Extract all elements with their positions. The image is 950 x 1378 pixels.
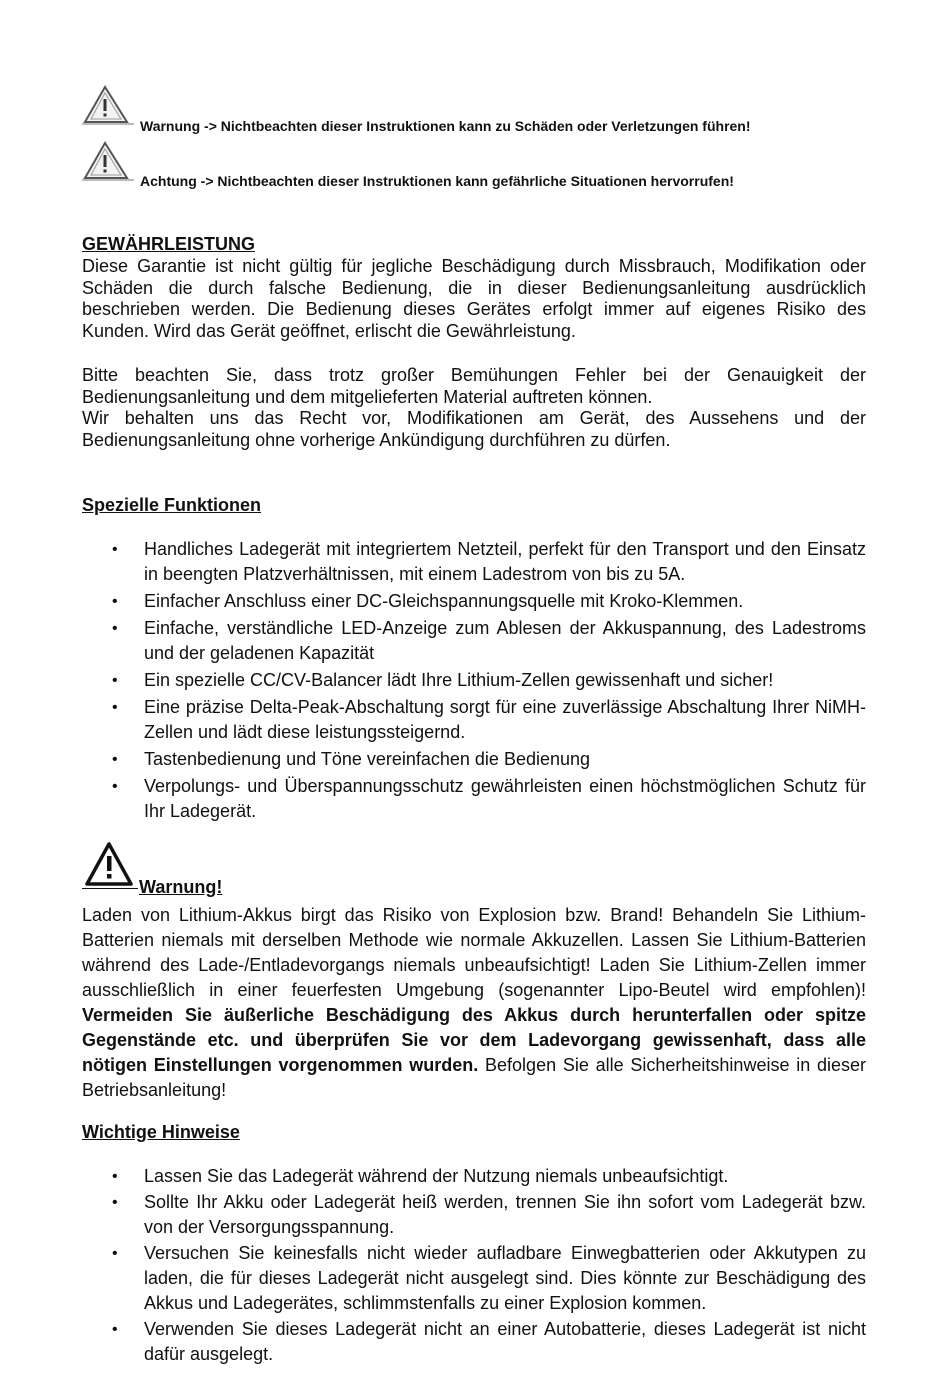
legend-warning-text: Warnung -> Nichtbeachten dieser Instruktionen kann zu Schäden oder Verletzungen führen! (140, 118, 751, 134)
warning-triangle-icon (82, 84, 136, 128)
list-item: • Tastenbedienung und Töne vereinfachen die Bedienung (82, 747, 866, 772)
warning-triangle-icon (82, 840, 142, 890)
warning-heading: Warnung! (139, 877, 223, 897)
bullet-icon: • (112, 751, 118, 768)
bullet-icon: • (112, 620, 118, 637)
warranty-heading: GEWÄHRLEISTUNG (82, 234, 255, 254)
bullet-icon: • (112, 593, 118, 610)
list-item: • Einfache, verständliche LED-Anzeige zum Ablesen der Akkuspannung, des Ladestroms und der geladenen Kapazität (112, 618, 866, 663)
legend-caution-text: Achtung -> Nichtbeachten dieser Instruktionen kann gefährliche Situationen hervorrufen! (140, 173, 734, 189)
warning-triangle-icon (82, 140, 136, 184)
features-list (82, 537, 866, 824)
list-item: • Verpolungs- und Überspannungsschutz gewährleisten einen höchstmöglichen Schutz für Ihr Ladegerät. (112, 776, 866, 821)
list-item: • Versuchen Sie keinesfalls nicht wieder aufladbare Einwegbatterien oder Akkutypen zu laden, die für dieses Ladegerät nicht ausgelegt sind. Dies könnte zur Beschädigung des Akkus und Ladegerätes, schlimmstenfalls zu einer Explosion kommen. (112, 1243, 866, 1313)
warning-paragraph: Laden von Lithium-Akkus birgt das Risiko von Explosion bzw. Brand! Behandeln Sie Lithium-Batterien niemals mit derselben Methode wie normale Akkuzellen. Lassen Sie Lithium-Batterien während des Lade-/Entladevorgangs niemals unbeaufsichtigt! Laden Sie Lithium-Zellen immer ausschließlich in einer feuerfesten Umgebung (sogenannter Lipo-Beutel wird empfohlen)! Vermeiden Sie äußerliche Beschädigung des Akkus durch herunterfallen oder spitze Gegenstände etc. und überprüfen Sie vor dem Ladevorgang gewissenhaft, dass alle nötigen Einstellungen vorgenommen wurden. Befolgen Sie alle Sicherheitshinweise in dieser Betriebsanleitung! (82, 905, 866, 1100)
features-heading: Spezielle Funktionen (82, 495, 262, 515)
list-item: • Lassen Sie das Ladegerät während der Nutzung niemals unbeaufsichtigt. (82, 1164, 866, 1189)
bullet-icon: • (112, 672, 118, 689)
warranty-paragraph-2: Bitte beachten Sie, dass trotz großer Bemühungen Fehler bei der Genauigkeit der Bedienungsanleitung und dem mitgelieferten Material auftreten können. (82, 365, 866, 407)
list-item: • Handliches Ladegerät mit integriertem Netzteil, perfekt für den Transport und den Einsatz in beengten Platzverhältnissen, mit einem Ladestrom von bis zu 5A. (112, 539, 866, 584)
list-item: • Sollte Ihr Akku oder Ladegerät heiß werden, trennen Sie ihn sofort vom Ladegerät bzw. von der Versorgungsspannung. (112, 1192, 866, 1237)
warranty-paragraph-3: Wir behalten uns das Recht vor, Modifikationen am Gerät, des Aussehens und der Bedienungsanleitung ohne vorherige Ankündigung durchführen zu dürfen. (82, 408, 866, 450)
notes-list (82, 1164, 866, 1367)
list-item: • Einfacher Anschluss einer DC-Gleichspannungsquelle mit Kroko-Klemmen. (82, 589, 866, 614)
bullet-icon: • (112, 1321, 118, 1338)
bullet-icon: • (112, 778, 118, 795)
legend-warning-row (82, 84, 882, 134)
bullet-icon: • (112, 1245, 118, 1262)
list-item: • Ein spezielle CC/CV-Balancer lädt Ihre Lithium-Zellen gewissenhaft und sicher! (82, 668, 866, 693)
warranty-paragraph-1: Diese Garantie ist nicht gültig für jegliche Beschädigung durch Missbrauch, Modifikation oder Schäden die durch falsche Bedienung, die in dieser Bedienungsanleitung ausdrücklich beschrieben werden. Die Bedienung dieses Gerätes erfolgt immer auf eigenes Risiko des Kunden. Wird das Gerät geöffnet, erlischt die Gewährleistung. (82, 256, 866, 341)
list-item: • Verwenden Sie dieses Ladegerät nicht an einer Autobatterie, dieses Ladegerät ist nicht dafür ausgelegt. (112, 1319, 866, 1364)
bullet-icon: • (112, 1168, 118, 1185)
list-item: • Eine präzise Delta-Peak-Abschaltung sorgt für eine zuverlässige Abschaltung Ihrer NiMH-Zellen und lädt diese leistungssteigernd. (112, 697, 866, 742)
bullet-icon: • (112, 699, 118, 716)
warning-underline (82, 888, 138, 889)
bullet-icon: • (112, 541, 118, 558)
bullet-icon: • (112, 1194, 118, 1211)
legend-caution-row (82, 140, 882, 189)
notes-heading: Wichtige Hinweise (82, 1122, 240, 1142)
